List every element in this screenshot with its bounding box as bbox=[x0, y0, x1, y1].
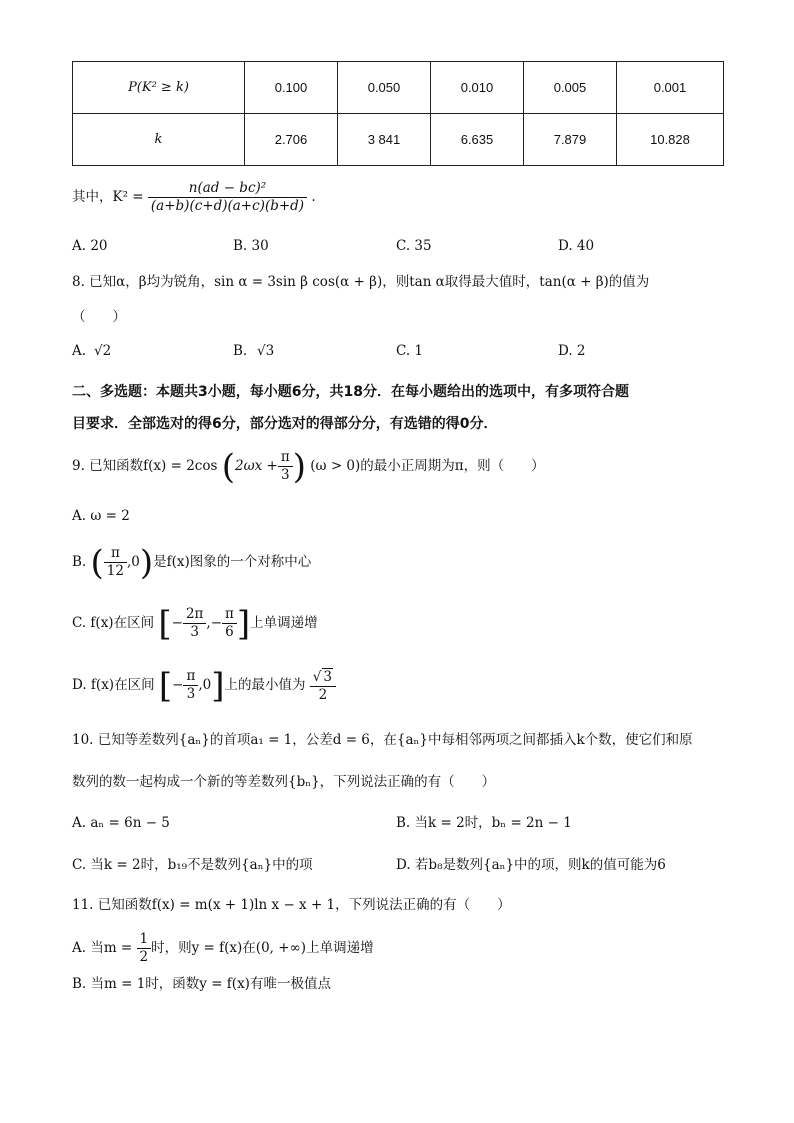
q8-option-a-value: √2 bbox=[94, 343, 112, 359]
q10-option-a: A. aₙ = 6n − 5 bbox=[72, 815, 170, 831]
q9-stem-prefix: 9. 已知函数f(x) = 2cos bbox=[72, 458, 218, 474]
q8-option-c: C. 1 bbox=[396, 343, 424, 359]
critical-value-table bbox=[72, 61, 724, 166]
section-2-heading-line1: 二、多选题：本题共3小题，每小题6分，共18分．在每小题给出的选项中，有多项符合题 bbox=[72, 384, 629, 400]
pi-over-3 bbox=[183, 668, 198, 703]
q9-option-d-text: 上的最小值为 bbox=[224, 677, 306, 693]
q10-stem-line2: 数列的数一起构成一个新的等差数列{bₙ}，下列说法正确的有（ ） bbox=[72, 774, 496, 790]
six-denominator: 6 bbox=[225, 624, 234, 640]
left-bracket-icon: [ bbox=[158, 603, 172, 644]
q9-option-c: C. f(x)在区间 [− $\frac{2\pi}{3}$ ,− $\frac{\pi}{6}$ ]上单调递增 bbox=[72, 603, 318, 644]
one-half bbox=[137, 931, 152, 966]
q8-option-a-label: A. bbox=[72, 343, 87, 359]
formula-denominator: (a+b)(c+d)(a+c)(b+d) bbox=[150, 198, 305, 214]
q11-option-a bbox=[72, 928, 374, 968]
q10-option-c: C. 当k = 2时，b₁₉不是数列{aₙ}中的项 bbox=[72, 857, 313, 873]
table-cell: 0.010 bbox=[431, 62, 524, 114]
pi-numerator: π bbox=[222, 606, 237, 624]
table-cell: 0.100 bbox=[245, 62, 338, 114]
q7-option-b: B. 30 bbox=[233, 238, 269, 254]
q8-option-b-label: B. bbox=[233, 343, 248, 359]
two-pi-over-3 bbox=[183, 606, 206, 641]
twelve-denominator: 12 bbox=[106, 563, 124, 579]
formula-suffix: . bbox=[311, 189, 316, 205]
sqrt3-over-2 bbox=[310, 668, 336, 704]
q8-stem: 8. 已知α，β均为锐角，sin α = 3sin β cos(α + β)，则tan α取得最大值时，tan(α + β)的值为 bbox=[72, 274, 650, 290]
one-numerator: 1 bbox=[137, 931, 152, 949]
q7-option-d: D. 40 bbox=[558, 238, 595, 254]
left-bracket-icon: [ bbox=[158, 665, 173, 706]
q11-option-a-text: 时，则y = f(x)在(0, +∞)上单调递增 bbox=[151, 940, 374, 956]
q9-option-b-label: B. bbox=[72, 554, 87, 570]
q10-option-d: D. 若b₈是数列{aₙ}中的项，则k的值可能为6 bbox=[396, 857, 666, 873]
two-denominator: 2 bbox=[318, 686, 328, 703]
table-cell: 0.005 bbox=[524, 62, 617, 114]
q9-option-d: D. f(x)在区间 [− $\frac{\pi}{3}$ ,0]上的最小值为 $\frac{√ 3}{2}$ bbox=[72, 665, 336, 705]
q9-pi-over-3 bbox=[278, 449, 293, 484]
q9-option-a: A. ω = 2 bbox=[72, 508, 130, 524]
table-header-label: P(K² ≥ k) bbox=[73, 62, 245, 114]
table-row-label: k bbox=[73, 114, 245, 166]
q7-option-c: C. 35 bbox=[396, 238, 432, 254]
left-paren-icon: ( bbox=[221, 446, 235, 487]
q9-arg-a: 2ωx + bbox=[234, 458, 278, 474]
pi-numerator: π bbox=[183, 668, 198, 686]
right-bracket-icon: ] bbox=[211, 665, 225, 706]
left-paren-icon: ( bbox=[90, 542, 104, 583]
q8-option-b-value: √3 bbox=[257, 343, 275, 359]
table-cell: 0.001 bbox=[617, 62, 724, 114]
pi-numerator: π bbox=[278, 449, 293, 467]
pi-over-6 bbox=[222, 606, 237, 641]
three-denominator: 3 bbox=[186, 686, 196, 702]
q11-option-a-label: A. 当m = bbox=[72, 940, 133, 956]
section-2-heading-line2: 目要求．全部选对的得6分，部分选对的得部分分，有选错的得0分． bbox=[72, 416, 498, 432]
table-cell: 7.879 bbox=[524, 114, 617, 166]
table-cell: 6.635 bbox=[431, 114, 524, 166]
two-pi-numerator: 2π bbox=[183, 606, 206, 624]
formula-prefix: 其中，K² = bbox=[72, 189, 144, 205]
q11-option-b: B. 当m = 1时，函数y = f(x)有唯一极值点 bbox=[72, 976, 331, 992]
pi-over-12 bbox=[104, 545, 127, 580]
q9-option-d-label: D. f(x)在区间 bbox=[72, 677, 155, 693]
q10-option-b: B. 当k = 2时，bₙ = 2n − 1 bbox=[396, 815, 572, 831]
q9-stem bbox=[72, 446, 545, 486]
k-squared-formula bbox=[72, 180, 316, 215]
three-denominator: 3 bbox=[280, 467, 290, 483]
q8-paren: （ ） bbox=[72, 309, 126, 325]
table-cell: 0.050 bbox=[338, 62, 431, 114]
q9-option-b: B. ( $\frac{\pi}{12}$ ,0)是f(x)图象的一个对称中心 bbox=[72, 542, 312, 583]
q8-option-d: D. 2 bbox=[558, 343, 586, 359]
right-paren-icon: ) bbox=[139, 542, 154, 583]
sqrt3-numerator: √ 3 bbox=[310, 668, 336, 687]
q7-option-a: A. 20 bbox=[72, 238, 108, 254]
table-cell: 10.828 bbox=[617, 114, 724, 166]
table-row bbox=[73, 114, 724, 166]
right-bracket-icon: ] bbox=[236, 603, 251, 644]
pi-numerator: π bbox=[104, 545, 127, 563]
table-cell: 3 841 bbox=[338, 114, 431, 166]
table-cell: 2.706 bbox=[245, 114, 338, 166]
formula-numerator: n(ad − bc)² bbox=[148, 180, 307, 198]
q10-stem-line1: 10. 已知等差数列{aₙ}的首项a₁ = 1，公差d = 6，在{aₙ}中每相邻两项之间都插入k个数，使它们和原 bbox=[72, 732, 693, 748]
q9-option-c-text: 上单调递增 bbox=[250, 615, 318, 631]
q9-option-c-label: C. f(x)在区间 bbox=[72, 615, 155, 631]
table-row bbox=[73, 62, 724, 114]
q9-option-b-text: 是f(x)图象的一个对称中心 bbox=[153, 554, 312, 570]
q9-stem-suffix: (ω > 0)的最小正周期为π，则（ ） bbox=[310, 458, 545, 474]
q11-stem: 11. 已知函数f(x) = m(x + 1)ln x − x + 1，下列说法正确的有（ ） bbox=[72, 897, 511, 913]
right-paren-icon: ) bbox=[292, 446, 306, 487]
three-denominator: 3 bbox=[190, 624, 199, 640]
formula-fraction bbox=[148, 180, 307, 215]
two-denominator: 2 bbox=[139, 949, 149, 965]
